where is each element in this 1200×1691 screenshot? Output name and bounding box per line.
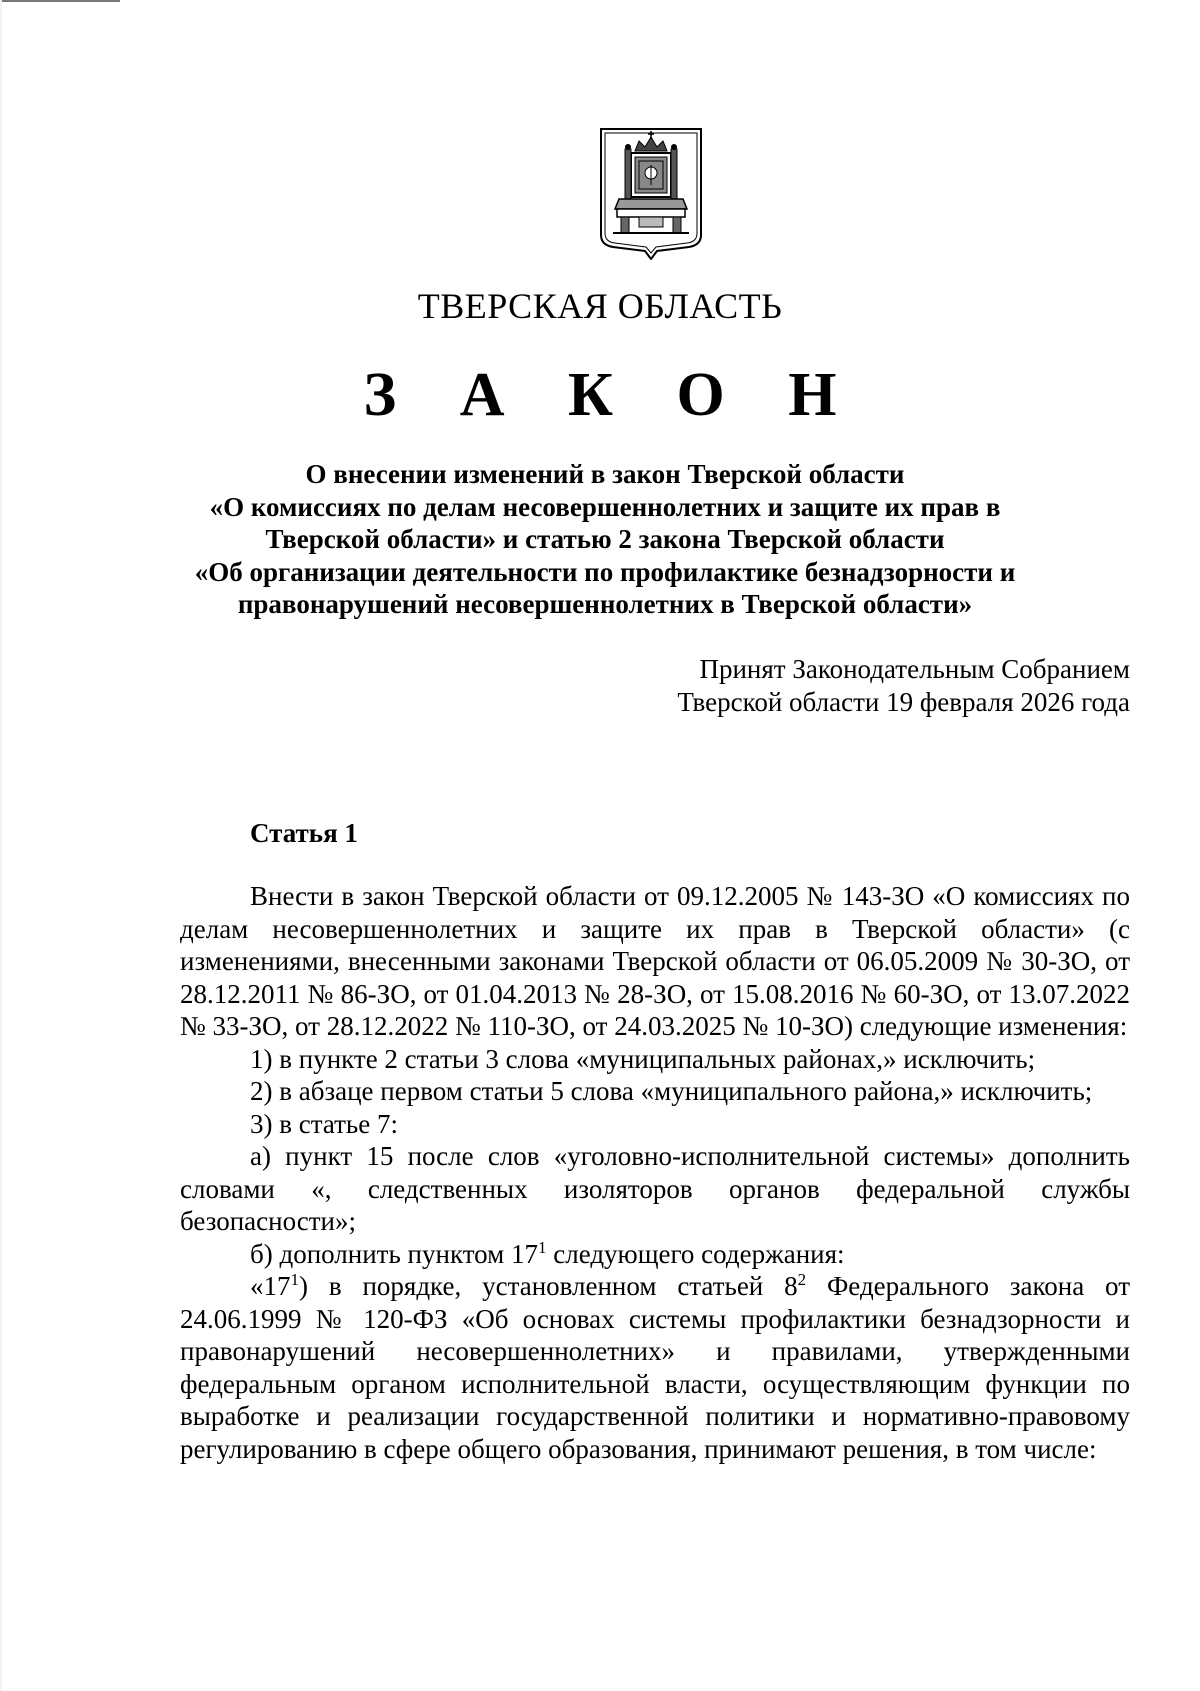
quote-rest: Федерального закона от 24.06.1999 № 120-ФЗ «Об основах системы профилактики безнадзорности и правонарушений несовершеннолетних» и правилами, утвержденными федеральным органом исполнительной власти, осуществляющим функции по выработке и реализации государственной политики и нормативно-правовому регулированию в сфере общего образования, принимают решения, в том числе: (180, 1271, 1131, 1464)
title-line: Тверской области» и статью 2 закона Тверской области (265, 524, 945, 554)
superscript: 1 (537, 1237, 547, 1257)
intro-paragraph: Внести в закон Тверской области от 09.12.2005 № 143-ЗО «О комиссиях по делам несовершеннолетних и защите их прав в Тверской области» (с изменениями, внесенными законами Тверской области от 06.05.2009 № 30-ЗО, от 28.12.2011 № 86-ЗО, от 01.04.2013 № 28-ЗО, от 15.08.2016 № 60-ЗО, от 13.07.2022 № 33-ЗО, от 28.12.2022 № 110-ЗО, от 24.03.2025 № 10-ЗО) следующие изменения: (180, 881, 1130, 1041)
adoption-line: Принят Законодательным Собранием (699, 654, 1130, 684)
quote-mid: ) в порядке, установленном статьей 8 (299, 1271, 798, 1301)
quoted-point-paragraph (180, 1270, 1130, 1465)
superscript: 2 (797, 1270, 807, 1289)
quote-open: «17 (250, 1271, 291, 1301)
law-title (180, 458, 1030, 621)
item-3b-text: б) дополнить пунктом 17 (250, 1238, 538, 1269)
item-3b-text-end: следующего содержания: (546, 1238, 845, 1269)
scan-artifact (0, 0, 120, 2)
scan-edge (0, 0, 2, 1691)
item-3-paragraph: 3) в статье 7: (250, 1108, 398, 1139)
item-1-paragraph: 1) в пункте 2 статьи 3 слова «муниципальных районах,» исключить; (250, 1043, 1036, 1074)
adoption-line: Тверской области 19 февраля 2026 года (677, 686, 1130, 717)
item-3a-paragraph: а) пункт 15 после слов «уголовно-исполнительной системы» дополнить словами «, следственных изоляторов органов федеральной службы безопасности»; (180, 1141, 1130, 1236)
item-2-paragraph: 2) в абзаце первом статьи 5 слова «муниципального района,» исключить; (250, 1076, 1093, 1106)
item-3b-paragraph (180, 1238, 1130, 1271)
adoption-note (677, 653, 1130, 718)
title-line: правонарушений несовершеннолетних в Тверской области» (237, 589, 973, 619)
superscript: 1 (290, 1270, 299, 1289)
article-body (180, 880, 1130, 1465)
title-line: «О комиссиях по делам несовершеннолетних и защите их прав в (209, 491, 1001, 522)
region-name: ТВЕРСКАЯ ОБЛАСТЬ (417, 286, 783, 326)
coat-of-arms-emblem (599, 127, 703, 260)
document-type-heading: З А К О Н (363, 361, 861, 429)
title-line: О внесении изменений в закон Тверской области (305, 459, 905, 489)
article-heading: Статья 1 (250, 818, 358, 848)
title-line: «Об организации деятельности по профилактике безнадзорности и (194, 556, 1016, 587)
